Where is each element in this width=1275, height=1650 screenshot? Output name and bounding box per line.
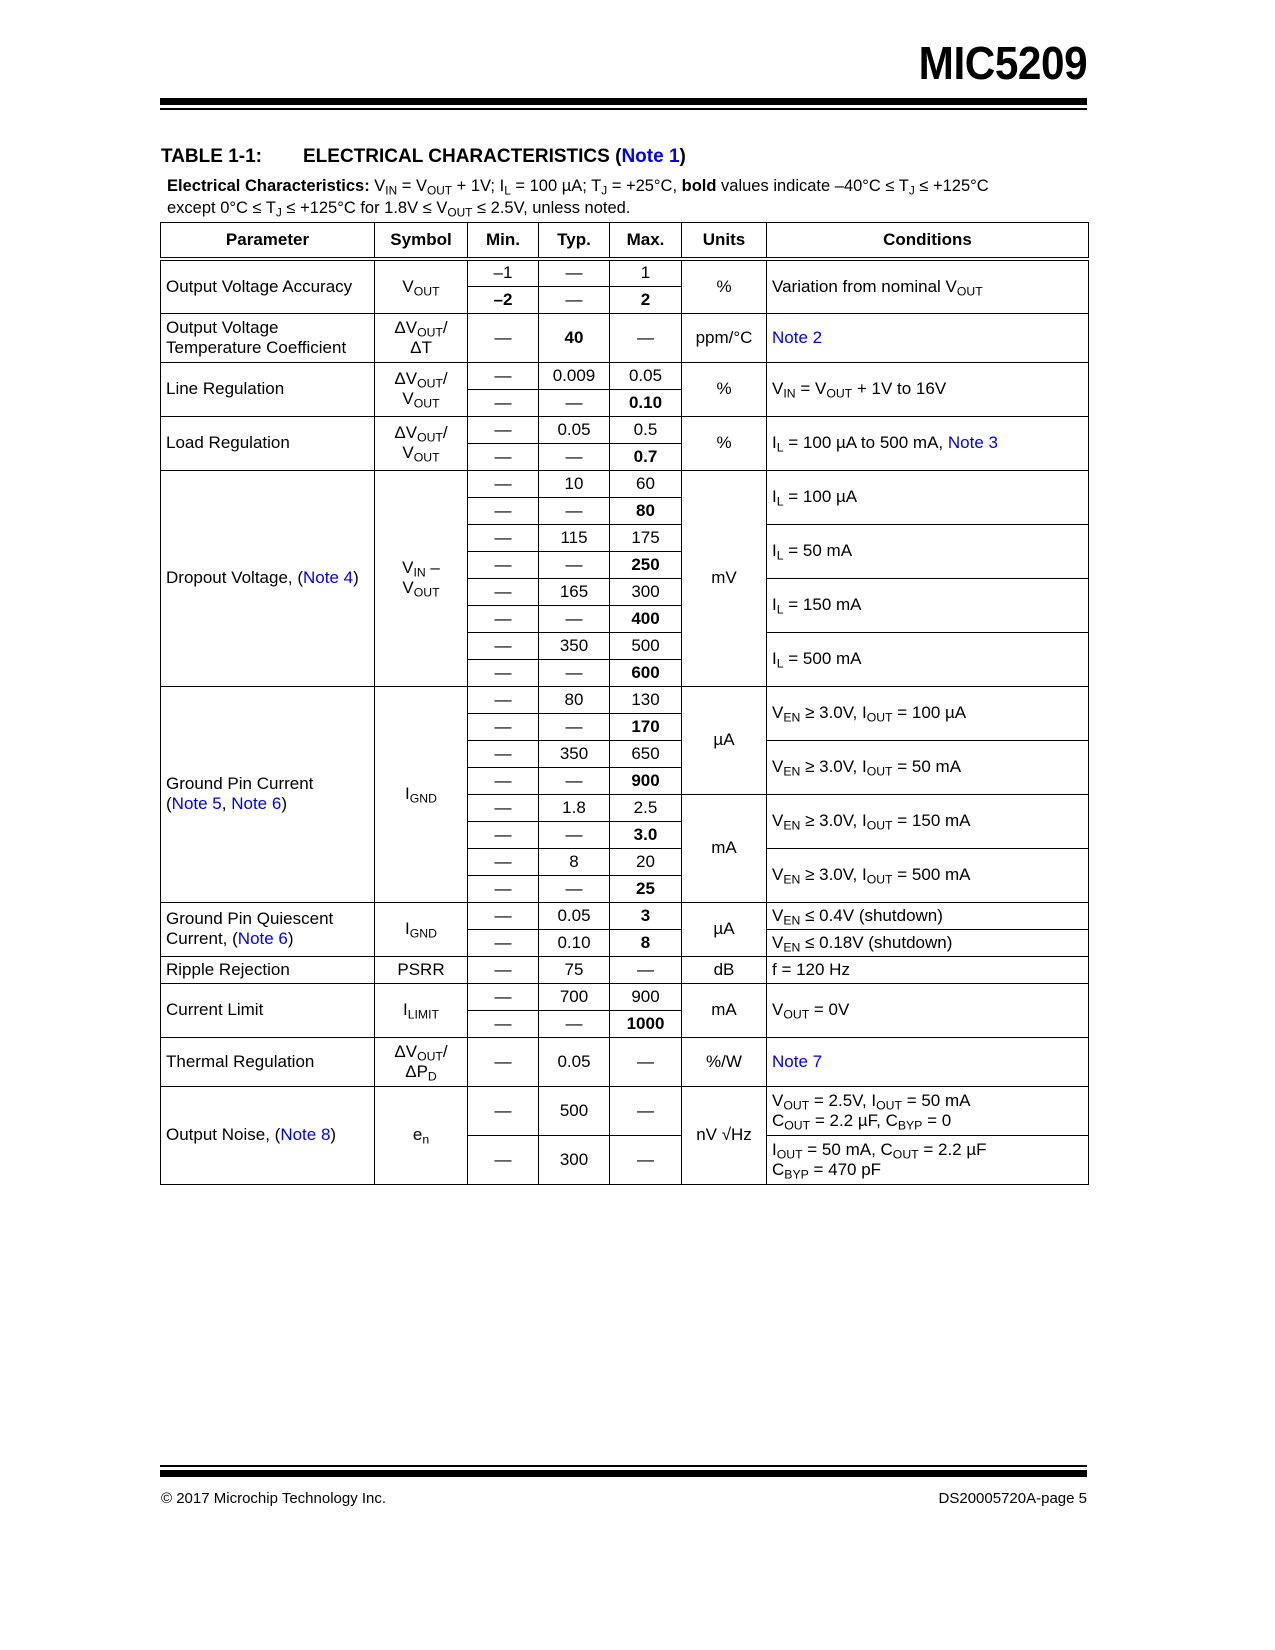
param-cell: Dropout Voltage, (Note 4) bbox=[161, 470, 375, 686]
electrical-characteristics-table bbox=[160, 222, 1089, 1185]
table-row: — 115 175 $I_L = 50$ mA bbox=[161, 524, 1089, 551]
symbol-cell: $I_{GND}$ bbox=[375, 686, 468, 902]
param-cell: Line Regulation bbox=[161, 362, 375, 416]
table-row: — — 0.10 bbox=[161, 389, 1089, 416]
conditions-cell: f = 120 Hz bbox=[767, 956, 1089, 983]
table-row: — — 25 bbox=[161, 875, 1089, 902]
page-title: MIC5209 bbox=[918, 37, 1087, 89]
table-row: — 0.10 8 $V_{EN} \le 0.18V$ (shutdown) bbox=[161, 929, 1089, 956]
table-row: Dropout Voltage, (Note 4) $V_{IN}$ – $V_{OUT}$ — 10 60 mV $I_L = 100$ µA bbox=[161, 470, 1089, 497]
conditions-cell: $V_{EN} \le 0.18V$ (shutdown) bbox=[767, 929, 1089, 956]
table-caption: TABLE 1-1: ELECTRICAL CHARACTERISTICS (Note 1) bbox=[161, 146, 686, 167]
col-header-max: Max. bbox=[610, 223, 682, 260]
table-row: — — 3.0 bbox=[161, 821, 1089, 848]
table-row: — 300 — $I_{OUT} = 50$ mA, $C_{OUT} = 2.2$ µF $C_{BYP} = 470$ pF bbox=[161, 1135, 1089, 1184]
symbol-cell: PSRR bbox=[375, 956, 468, 983]
col-header-parameter: Parameter bbox=[161, 223, 375, 260]
symbol-cell: $\Delta V_{OUT}/$ $\Delta P_D$ bbox=[375, 1037, 468, 1086]
note-6-link[interactable]: Note 6 bbox=[237, 929, 288, 948]
table-row: — 1.8 2.5 mA $V_{EN} \ge 3.0V$, $I_{OUT} = 150$ mA bbox=[161, 794, 1089, 821]
table-row: –2 — 2 bbox=[161, 286, 1089, 313]
table-title: ELECTRICAL CHARACTERISTICS ( bbox=[303, 146, 622, 167]
note-3-link[interactable]: Note 3 bbox=[947, 433, 998, 452]
symbol-cell: $V_{IN}$ – $V_{OUT}$ bbox=[375, 470, 468, 686]
note-6-link[interactable]: Note 6 bbox=[231, 794, 282, 813]
note-1-link[interactable]: Note 1 bbox=[621, 146, 680, 167]
conditions-cell: $V_{EN} \ge 3.0V$, $I_{OUT} = 150$ mA bbox=[767, 794, 1089, 848]
col-header-min: Min. bbox=[468, 223, 539, 260]
table-row: — 8 20 $V_{EN} \ge 3.0V$, $I_{OUT} = 500$ mA bbox=[161, 848, 1089, 875]
conditions-cell: $V_{EN} \ge 3.0V$, $I_{OUT} = 50$ mA bbox=[767, 740, 1089, 794]
conditions-cell: $I_L = 150$ mA bbox=[767, 578, 1089, 632]
param-cell: Thermal Regulation bbox=[161, 1037, 375, 1086]
note-5-link[interactable]: Note 5 bbox=[171, 794, 222, 813]
conditions-cell: $I_L = 100$ µA to 500 mA, Note 3 bbox=[767, 416, 1089, 470]
symbol-cell: $I_{LIMIT}$ bbox=[375, 983, 468, 1037]
col-header-typ: Typ. bbox=[539, 223, 610, 260]
table-row: — — 80 bbox=[161, 497, 1089, 524]
conditions-cell: $I_L = 100$ µA bbox=[767, 470, 1089, 524]
conditions-cell: $I_L = 50$ mA bbox=[767, 524, 1089, 578]
col-header-units: Units bbox=[682, 223, 767, 260]
param-cell: Load Regulation bbox=[161, 416, 375, 470]
conditions-cell: $I_L = 500$ mA bbox=[767, 632, 1089, 686]
symbol-cell: $\Delta V_{OUT}/$ ΔT bbox=[375, 313, 468, 362]
table-row: — — 400 bbox=[161, 605, 1089, 632]
header-rule-thin bbox=[160, 108, 1087, 110]
table-row: — — 250 bbox=[161, 551, 1089, 578]
note-7-link[interactable]: Note 7 bbox=[767, 1037, 1089, 1086]
table-row: — 350 500 $I_L = 500$ mA bbox=[161, 632, 1089, 659]
col-header-conditions: Conditions bbox=[767, 223, 1089, 260]
table-row: Thermal Regulation $\Delta V_{OUT}/$ $\Delta P_D$ — 0.05 — %/W Note 7 bbox=[161, 1037, 1089, 1086]
table-row: — — 600 bbox=[161, 659, 1089, 686]
conditions-intro: Electrical Characteristics: $V_{IN} = V_{OUT} + 1V$; $I_L = 100$ µA; $T_J = +25^\circ C$, bold values indicate $-40^\circ C \le T_J \le +125^\circ C$ except $0^\circ C \le T_J \le +125^\circ C$ for $1.8V \le V_{OUT} \le 2.5V$, unless noted. bbox=[167, 177, 989, 220]
footer-copyright: © 2017 Microchip Technology Inc. bbox=[161, 1490, 387, 1507]
note-2-link[interactable]: Note 2 bbox=[767, 313, 1089, 362]
table-row: — — 0.7 bbox=[161, 443, 1089, 470]
note-4-link[interactable]: Note 4 bbox=[303, 568, 354, 587]
conditions-cell: Variation from nominal $V_{OUT}$ bbox=[767, 259, 1089, 313]
table-number: TABLE 1-1: bbox=[161, 146, 262, 167]
param-cell: Current Limit bbox=[161, 983, 375, 1037]
conditions-label: Electrical Characteristics: bbox=[167, 177, 370, 195]
param-cell: Output Voltage Accuracy bbox=[161, 259, 375, 313]
conditions-cell: $V_{EN} \le 0.4V$ (shutdown) bbox=[767, 902, 1089, 929]
table-row: — — 1000 bbox=[161, 1010, 1089, 1037]
param-cell: Output Noise, (Note 8) bbox=[161, 1086, 375, 1184]
conditions-cell: $V_{OUT} = 0V$ bbox=[767, 983, 1089, 1037]
symbol-cell: $I_{GND}$ bbox=[375, 902, 468, 956]
symbol-cell: $\Delta V_{OUT}/$ $V_{OUT}$ bbox=[375, 362, 468, 416]
table-header-row bbox=[161, 223, 1089, 260]
symbol-cell: $\Delta V_{OUT}/$ $V_{OUT}$ bbox=[375, 416, 468, 470]
table-row: — 165 300 $I_L = 150$ mA bbox=[161, 578, 1089, 605]
table-row: Ground Pin Quiescent Current, (Note 6) $I_{GND}$ — 0.05 3 µA $V_{EN} \le 0.4V$ (shutdown) bbox=[161, 902, 1089, 929]
table-row: Output Noise, (Note 8) $e_n$ — 500 — nV √Hz $V_{OUT} = 2.5V$, $I_{OUT} = 50$ mA $C_{OUT} = 2.2$ µF, $C_{BYP} = 0$ bbox=[161, 1086, 1089, 1135]
conditions-cell: $I_{OUT} = 50$ mA, $C_{OUT} = 2.2$ µF $C_{BYP} = 470$ pF bbox=[767, 1135, 1089, 1184]
table-row: Ground Pin Current (Note 5, Note 6) $I_{GND}$ — 80 130 µA $V_{EN} \ge 3.0V$, $I_{OUT} = 100$ µA bbox=[161, 686, 1089, 713]
header-rule-thick bbox=[160, 98, 1087, 105]
conditions-cell: $V_{EN} \ge 3.0V$, $I_{OUT} = 500$ mA bbox=[767, 848, 1089, 902]
param-cell: Ground Pin Quiescent Current, (Note 6) bbox=[161, 902, 375, 956]
table-row: Output Voltage Accuracy $V_{OUT}$ –1 — 1 % Variation from nominal $V_{OUT}$ bbox=[161, 259, 1089, 286]
conditions-cell: $V_{IN} = V_{OUT} + 1V$ to 16V bbox=[767, 362, 1089, 416]
note-8-link[interactable]: Note 8 bbox=[280, 1125, 331, 1144]
table-row: Line Regulation $\Delta V_{OUT}/$ $V_{OUT}$ — 0.009 0.05 % $V_{IN} = V_{OUT} + 1V$ to 16V bbox=[161, 362, 1089, 389]
conditions-cell: $V_{OUT} = 2.5V$, $I_{OUT} = 50$ mA $C_{OUT} = 2.2$ µF, $C_{BYP} = 0$ bbox=[767, 1086, 1089, 1135]
param-cell: Ground Pin Current (Note 5, Note 6) bbox=[161, 686, 375, 902]
col-header-symbol: Symbol bbox=[375, 223, 468, 260]
table-row: Ripple Rejection PSRR — 75 — dB f = 120 Hz bbox=[161, 956, 1089, 983]
footer-page-number: DS20005720A-page 5 bbox=[938, 1490, 1087, 1507]
param-cell: Ripple Rejection bbox=[161, 956, 375, 983]
table-row: — — 170 bbox=[161, 713, 1089, 740]
table-row: Output Voltage Temperature Coefficient $\Delta V_{OUT}/$ ΔT — 40 — ppm/°C Note 2 bbox=[161, 313, 1089, 362]
symbol-cell: $e_n$ bbox=[375, 1086, 468, 1184]
conditions-cell: $V_{EN} \ge 3.0V$, $I_{OUT} = 100$ µA bbox=[767, 686, 1089, 740]
table-row: — — 900 bbox=[161, 767, 1089, 794]
symbol-cell: $V_{OUT}$ bbox=[375, 259, 468, 313]
table-row: Current Limit $I_{LIMIT}$ — 700 900 mA $V_{OUT} = 0V$ bbox=[161, 983, 1089, 1010]
table-row: — 350 650 $V_{EN} \ge 3.0V$, $I_{OUT} = 50$ mA bbox=[161, 740, 1089, 767]
table-row: Load Regulation $\Delta V_{OUT}/$ $V_{OUT}$ — 0.05 0.5 % $I_L = 100$ µA to 500 mA, Note 3 bbox=[161, 416, 1089, 443]
footer-rule-thick bbox=[160, 1470, 1087, 1477]
param-cell: Output Voltage Temperature Coefficient bbox=[161, 313, 375, 362]
footer-rule-thin bbox=[160, 1465, 1087, 1467]
